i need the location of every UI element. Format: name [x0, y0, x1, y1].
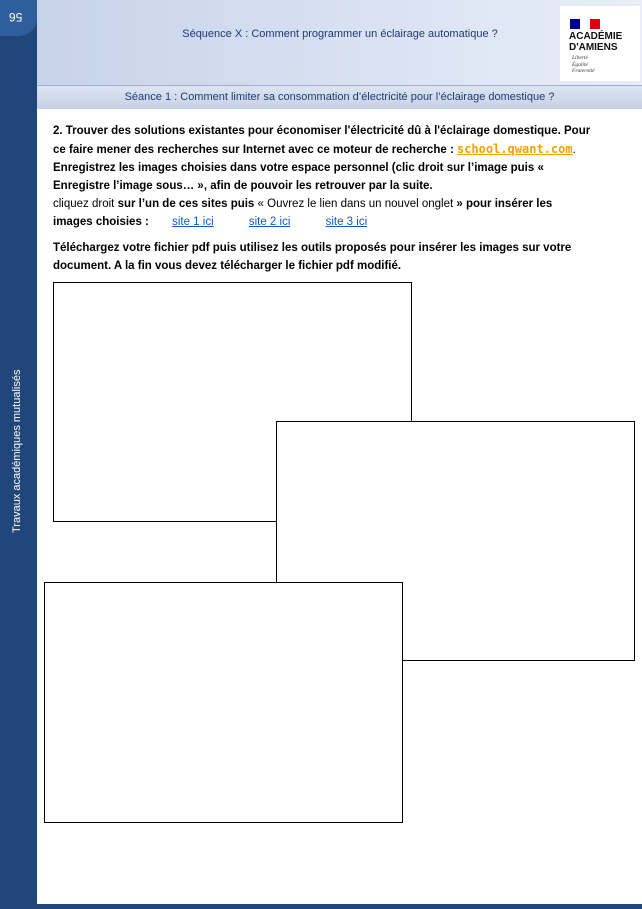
right-click-text: cliquez droit — [53, 198, 118, 210]
academie-logo — [560, 6, 640, 81]
qwant-link[interactable]: school.qwant.com — [456, 142, 573, 156]
instruction-paragraph-1 — [53, 122, 593, 231]
site-3-link[interactable]: site 3 ici — [325, 216, 368, 228]
sidebar — [0, 0, 37, 909]
site-1-link[interactable]: site 1 ici — [172, 216, 214, 228]
logo-motto — [572, 55, 595, 75]
session-title: Séance 1 : Comment limiter sa consommation d’électricité pour l’éclairage domestique ? — [124, 91, 555, 103]
french-flag-icon — [570, 19, 600, 29]
image-placeholder-3[interactable] — [44, 582, 403, 823]
logo-name — [569, 31, 622, 53]
logo-name-line2: D'AMIENS — [569, 42, 618, 53]
header-banner — [37, 0, 642, 85]
instruction-text: 2. Trouver des solutions existantes pour économiser l'électricité dû à l'éclairage domestique. Pour ce faire mener des recherches sur Internet avec ce moteur de recherche : — [53, 125, 591, 156]
insert-images-text: » pour insérer les images choisies : — [53, 198, 553, 228]
site-2-link[interactable]: site 2 ici — [248, 216, 291, 228]
session-bar — [37, 85, 642, 109]
page-number-tab — [0, 0, 37, 36]
motto-egalite: Égalité — [572, 61, 588, 68]
motto-fraternite: Fraternité — [572, 68, 595, 74]
open-tab-text: « Ouvrez le lien dans un nouvel onglet — [254, 198, 457, 210]
motto-liberte: Liberté — [572, 55, 588, 61]
instruction-period: . — [572, 144, 576, 156]
save-images-text: Enregistrez les images choisies dans votre espace personnel (clic droit sur l’image puis « Enregistre l’image sous… », afin de pouvoir les retrouver par la suite. — [53, 162, 544, 192]
page-number: 56 — [9, 10, 23, 24]
instruction-paragraph-2: Téléchargez votre fichier pdf puis utilisez les outils proposés pour insérer les images sur votre document. A la fin vous devez télécharger le fichier pdf modifié. — [53, 242, 572, 272]
logo-name-line1: ACADÉMIE — [569, 31, 623, 42]
sequence-title: Séquence X : Comment programmer un éclairage automatique ? — [182, 28, 498, 40]
instructions — [53, 122, 593, 275]
on-site-text: sur l’un de ces sites puis — [117, 198, 255, 210]
sidebar-vertical-label: Travaux académiques mutualisés — [11, 369, 23, 533]
footer-bar — [37, 904, 642, 909]
